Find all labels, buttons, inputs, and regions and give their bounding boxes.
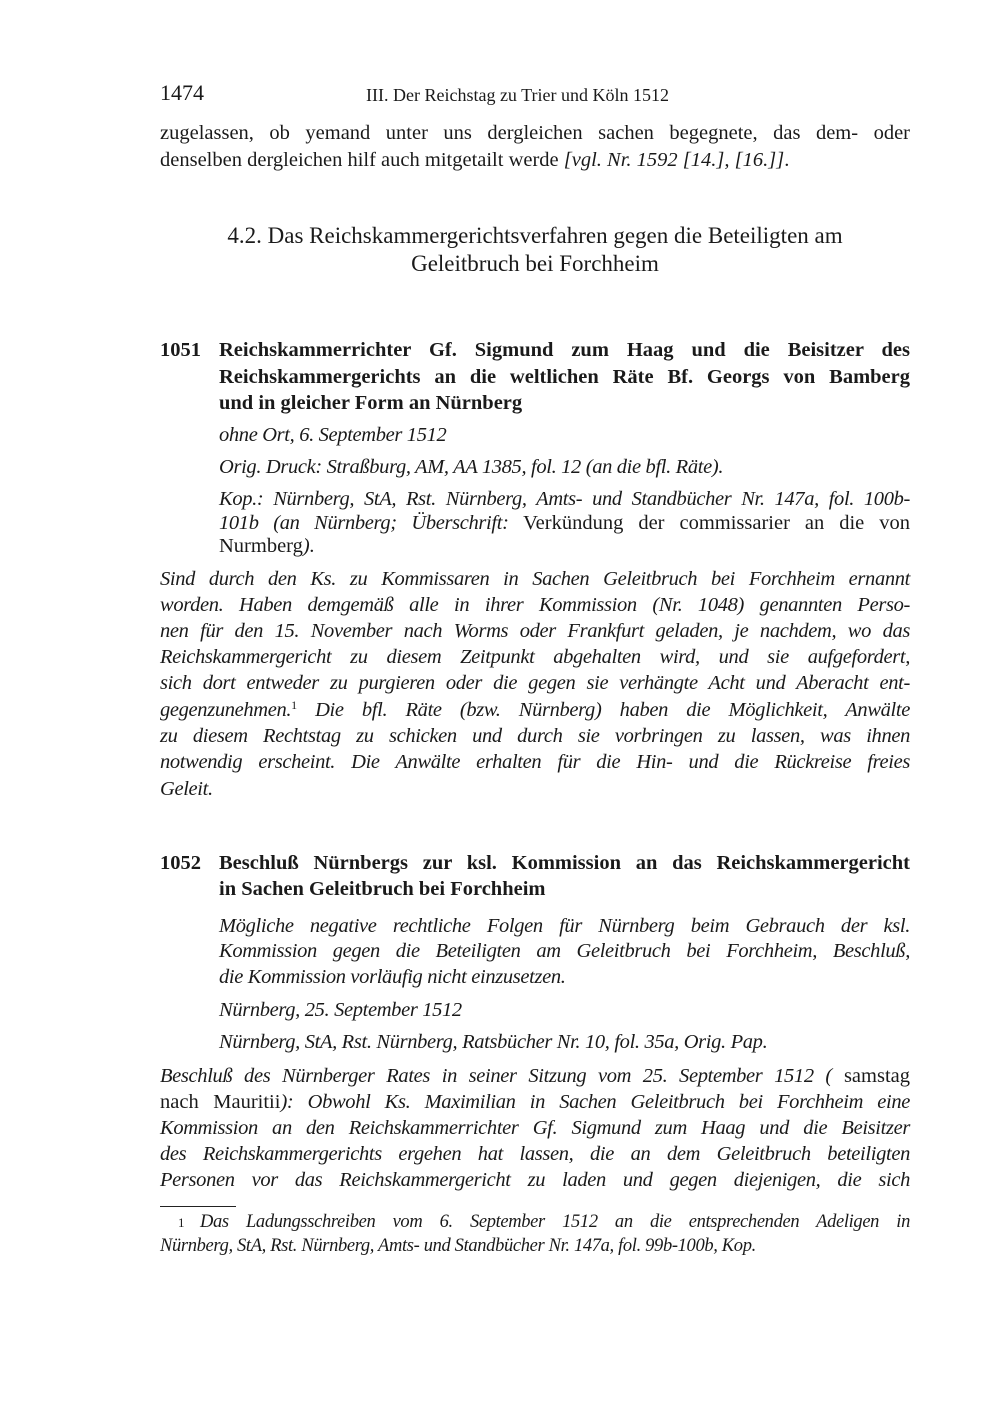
entry-title: Beschluß Nürnbergs zur ksl. Kommission an das Reichskammergericht <box>219 852 910 874</box>
summary-line: notwendig erscheint. Die Anwälte erhalten für die Hin- und die Rückreise freies <box>160 751 910 773</box>
cross-reference: [vgl. Nr. 1592 [14.], [16.]] <box>563 149 785 171</box>
punct: ). <box>302 535 315 557</box>
quote-text: Nurmberg <box>219 535 303 557</box>
running-title: III. Der Reichstag zu Trier und Köln 1512 <box>366 85 669 105</box>
footnote-divider <box>160 1206 236 1207</box>
copy-text: 101b (an Nürnberg; Überschrift: <box>219 512 509 534</box>
regest-line: die Kommission vorläufig nicht einzusetzen. <box>219 966 566 988</box>
entry-source: Orig. Druck: Straßburg, AM, AA 1385, fol. 12 (an die bfl. Räte). <box>219 456 724 478</box>
regest-line: Kommission gegen die Beteiligten am Geleitbruch bei Forchheim, Beschluß, <box>219 940 910 962</box>
body-line: Kommission an den Reichskammerrichter Gf. Sigmund zum Haag und die Beisitzer <box>160 1117 910 1139</box>
entry-title: Reichskammergerichts an die weltlichen Räte Bf. Georgs von Bamberg <box>219 366 910 388</box>
summary-line: worden. Haben demgemäß alle in ihrer Kommission (Nr. 1048) genannten Perso- <box>160 594 910 616</box>
summary-line: Sind durch den Ks. zu Kommissaren in Sachen Geleitbruch bei Forchheim ernannt <box>160 568 910 590</box>
quote-text: nach Mauritii <box>160 1091 281 1113</box>
entry-title: und in gleicher Form an Nürnberg <box>219 392 523 414</box>
footnote-ref[interactable]: 1 <box>291 698 297 712</box>
entry-number: 1052 <box>160 852 201 874</box>
footnote-marker: 1 <box>178 1215 185 1230</box>
footnote-line: Das Ladungsschreiben vom 6. September 1512 an die entsprechenden Adeligen in <box>200 1212 910 1232</box>
entry-title: Reichskammerrichter Gf. Sigmund zum Haag und die Beisitzer des <box>219 339 910 361</box>
summary-line: zu diesem Rechtstag zu schicken und durch sie vorbringen zu lassen, was ihnen <box>160 725 910 747</box>
body-line: Personen vor das Reichskammergericht zu laden und gegen diejenigen, die sich <box>160 1169 910 1191</box>
intro-line <box>160 147 910 173</box>
entry-date: Nürnberg, 25. September 1512 <box>219 999 462 1021</box>
quote-text: samstag <box>831 1065 910 1087</box>
summary-line: nen für den 15. November nach Worms oder Frankfurt geladen, je nachdem, wo das <box>160 620 910 642</box>
summary-line: sich dort entweder zu purgieren oder die gegen sie verhängte Acht und Aberacht ent- <box>160 672 910 694</box>
intro-line: zugelassen, ob yemand unter uns dergleichen sachen begegnete, das dem- oder <box>160 122 910 144</box>
body-line <box>160 1089 910 1115</box>
body-text: Beschluß des Nürnberger Rates in seiner Sitzung vom 25. September 1512 ( <box>160 1065 832 1087</box>
body-line: des Reichskammergerichts ergehen hat lassen, die an dem Geleitbruch beteiligten <box>160 1143 910 1165</box>
intro-text: denselben dergleichen hilf auch mitgetailt werde <box>160 149 564 171</box>
body-text: ): Obwohl Ks. Maximilian in Sachen Geleitbruch bei Forchheim eine <box>280 1091 910 1113</box>
section-heading: Geleitbruch bei Forchheim <box>411 251 659 276</box>
footnote-line: Nürnberg, StA, Rst. Nürnberg, Amts- und Standbücher Nr. 147a, fol. 99b-100b, Kop. <box>160 1236 756 1256</box>
entry-copy <box>219 533 910 559</box>
summary-line: Geleit. <box>160 778 213 800</box>
body-line <box>160 1063 910 1089</box>
quote-text: Verkündung der commissarier an die von <box>508 512 910 534</box>
entry-date: ohne Ort, 6. September 1512 <box>219 424 447 446</box>
summary-text: gegenzunehmen. <box>160 699 292 721</box>
regest-line: Mögliche negative rechtliche Folgen für Nürnberg beim Gebrauch der ksl. <box>219 915 910 937</box>
summary-text: Die bfl. Räte (bzw. Nürnberg) haben die Möglichkeit, Anwälte <box>296 699 910 721</box>
entry-number: 1051 <box>160 339 201 361</box>
entry-title: in Sachen Geleitbruch bei Forchheim <box>219 878 546 900</box>
entry-source: Nürnberg, StA, Rst. Nürnberg, Ratsbücher Nr. 10, fol. 35a, Orig. Pap. <box>219 1031 768 1053</box>
summary-line <box>160 697 910 723</box>
page-number: 1474 <box>160 80 204 105</box>
punct: . <box>784 149 790 171</box>
summary-line: Reichskammergericht zu diesem Zeitpunkt abgehalten wird, und sie aufgefordert, <box>160 646 910 668</box>
section-heading: 4.2. Das Reichskammergerichtsverfahren gegen die Beteiligten am <box>227 223 843 248</box>
entry-copy: Kop.: Nürnberg, StA, Rst. Nürnberg, Amts- und Standbücher Nr. 147a, fol. 100b- <box>219 488 910 510</box>
